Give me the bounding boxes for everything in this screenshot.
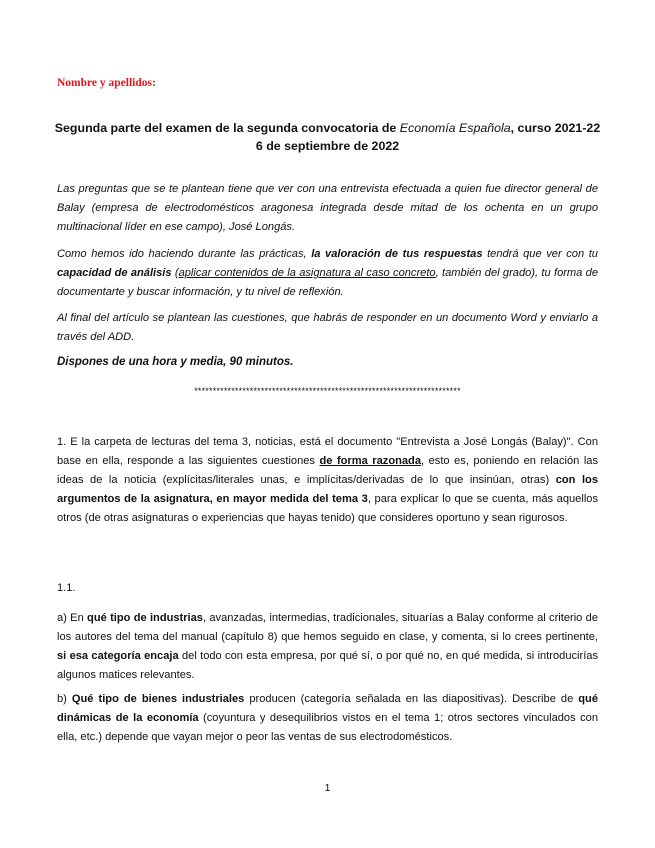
b-bold-bienes: Qué tipo de bienes industriales (71, 693, 245, 705)
b-text-a: b) (57, 693, 72, 705)
course-name: Economía Española (399, 121, 511, 135)
q1-bold-razonada: de forma razonada (319, 455, 422, 467)
p2-underlined: aplicar contenidos de la asignatura al caso concreto (178, 267, 436, 279)
subsection-number: 1.1. (57, 582, 76, 594)
p2-text-a: Como hemos ido haciendo durante las prácticas, (57, 248, 312, 260)
q1-text-a: 1. E la carpeta de lecturas del tema 3, noticias, está el documento "Entrevista a José Longás (Balay)". Con base en ella, responde a las siguientes cuestiones (57, 436, 598, 467)
title-prefix: Segunda parte del examen de la segunda convocatoria de (54, 121, 400, 135)
p2-text-g: , también del grado), tu forma de documentarte y buscar información, y tu nivel de reflexión. (57, 267, 599, 298)
name-field-label: Nombre y apellidos: (57, 77, 156, 89)
exam-title (40, 119, 615, 155)
a-bold-industrias: qué tipo de industrias (87, 612, 203, 624)
a-text-e: del todo con esta empresa, por qué sí, o por qué no, en qué medida, si introducirías algunos matices relevantes. (57, 650, 598, 681)
page-number: 1 (324, 782, 331, 794)
item-a (57, 609, 598, 685)
a-text-c: , avanzadas, intermedias, tradicionales, situarías a Balay conforme al criterio de los autores del tema del manual (capítulo 8) que hemos seguido en clase, y comenta, si lo crees pertinente, (57, 612, 598, 643)
intro-paragraph-1: Las preguntas que se te plantean tiene que ver con una entrevista efectuada a quien fue director general de Balay (empresa de electrodomésticos aragonesa integrada desde mitad de los ochenta en un grupo multinacional líder en ese campo), José Longás. (57, 183, 598, 233)
duration-note: Dispones de una hora y media, 90 minutos. (57, 356, 294, 368)
a-bold-encaja: si esa categoría encaja (57, 650, 179, 662)
b-text-e: (coyuntura y desequilibrios vistos en el tema 1; otros sectores vinculados con ella, etc.) depende que vayan mejor o peor las ventas de sus electrodomésticos. (57, 712, 598, 743)
p2-text-c: tendrá que ver con tu (482, 248, 598, 260)
exam-date: 6 de septiembre de 2022 (255, 139, 400, 153)
intro-paragraph-2 (57, 245, 598, 302)
a-text-a: a) En (57, 612, 88, 624)
q1-text-c: , esto es, poniendo en relación las ideas de la noticia (explícitas/literales unas, e implícitas/derivadas de lo que insinúan, otras) (57, 455, 598, 486)
item-b (57, 690, 598, 747)
p2-bold-valoracion: la valoración de tus respuestas (311, 248, 483, 260)
question-1 (57, 433, 598, 528)
q1-text-e: , para explicar lo que se cuenta, más aquellos otros (de otras asignaturas o experiencias que hayas tenido) que consideres oportuno y sean rigurosos. (57, 493, 598, 524)
q1-bold-argumentos: con los argumentos de la asignatura, en mayor medida del tema 3 (57, 474, 598, 505)
p2-text-e: ( (171, 267, 179, 279)
title-suffix: , curso 2021-22 (510, 121, 601, 135)
intro-paragraph-3: Al final del artículo se plantean las cuestiones, que habrás de responder en un documento Word y enviarlo a través del ADD. (57, 312, 598, 343)
b-text-c: producen (categoría señalada en las diapositivas). Describe de (244, 693, 579, 705)
separator: ************************************************************************ (194, 386, 461, 396)
p2-bold-capacidad: capacidad de análisis (57, 267, 172, 279)
b-bold-dinamicas: qué dinámicas de la economía (57, 693, 599, 724)
